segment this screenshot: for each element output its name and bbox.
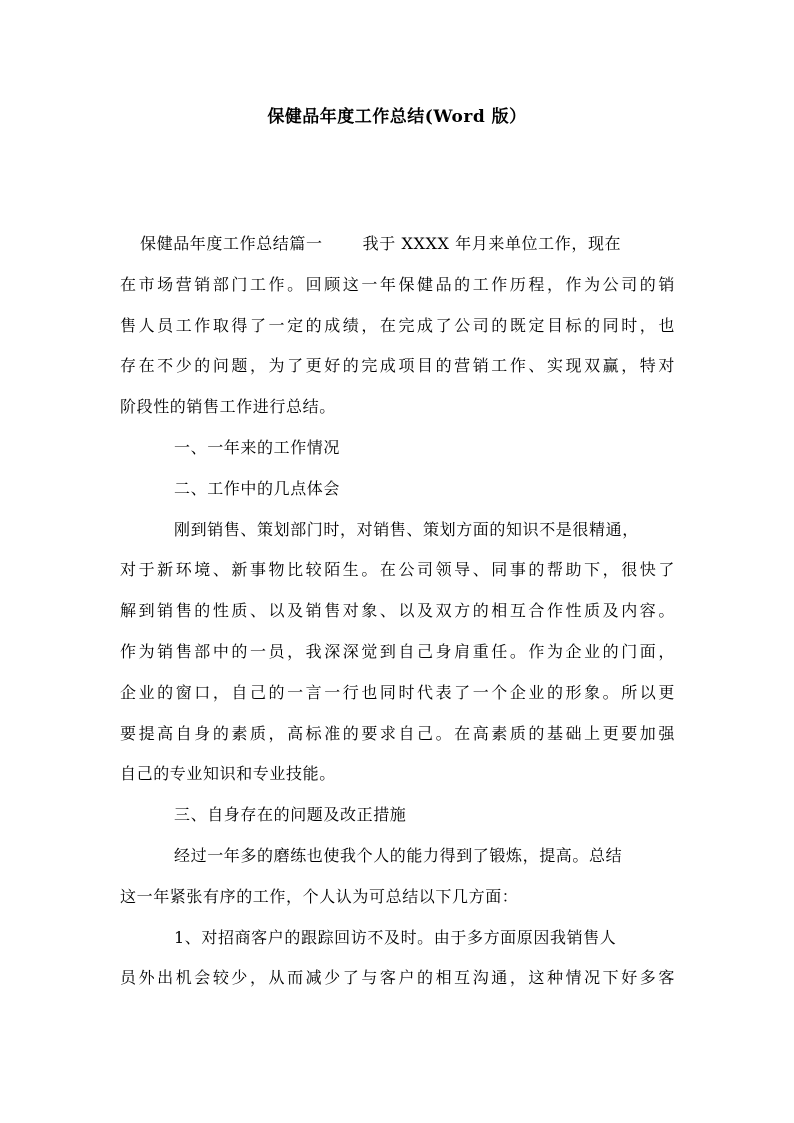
paragraph-line [120, 224, 675, 265]
paragraph-line: 存 在 不 少 的 问 题 ， 为 了 更 好 的 完 成 项 目 的 营 销 工 作 、 实 现 双 赢 ， 特 对 [120, 356, 675, 376]
paragraph-line: 在 市 场 营 销 部 门 工 作 。 回 顾 这 一 年 保 健 品 的 工 作 历 程 ， 作 为 公 司 的 销 [120, 274, 675, 294]
paragraph-line: 要 提 高 自 身 的 素 质 ， 高 标 准 的 要 求 自 己 。 在 高 素 质 的 基 础 上 更 要 加 强 [120, 723, 675, 743]
paragraph-line: 解 到 销 售 的 性 质 、 以 及 销 售 对 象 、 以 及 双 方 的 相 互 合 作 性 质 及 内 容 。 [120, 601, 675, 621]
section-heading: 一、一年来的工作情况 [174, 437, 341, 457]
paragraph-text: 我于 XXXX 年月来单位工作，现在 [362, 234, 622, 253]
section-heading: 三、自身存在的问题及改正措施 [174, 805, 407, 825]
paragraph-line: 企 业 的 窗 口 ， 自 己 的 一 言 一 行 也 同 时 代 表 了 一 个 企 业 的 形 象 。 所 以 更 [120, 682, 675, 702]
document-title: 保健品年度工作总结(Word 版） [267, 107, 527, 127]
paragraph-line: 刚到销售、策划部门时，对销售、策划方面的知识不是很精通， [174, 519, 639, 539]
section-heading-inline: 保健品年度工作总结篇一 [140, 234, 323, 253]
list-item-line: 1、对招商客户的跟踪回访不及时。由于多方面原因我销售人 [174, 927, 617, 947]
paragraph-line: 对 于 新 环 境 、 新 事 物 比 较 陌 生 。 在 公 司 领 导 、 同 事 的 帮 助 下 ， 很 快 了 [120, 560, 675, 580]
document-body [120, 224, 675, 999]
paragraph-line: 员 外 出 机 会 较 少 ， 从 而 减 少 了 与 客 户 的 相 互 沟 通 ， 这 种 情 况 下 好 多 客 [120, 968, 675, 988]
paragraph-line: 自己的专业知识和专业技能。 [120, 764, 336, 784]
paragraph-line: 作 为 销 售 部 中 的 一 员 ， 我 深 深 觉 到 自 己 身 肩 重 任 。 作 为 企 业 的 门 面 ， [120, 641, 675, 661]
section-heading: 二、工作中的几点体会 [174, 478, 341, 498]
paragraph-line: 售 人 员 工 作 取 得 了 一 定 的 成 绩 ， 在 完 成 了 公 司 的 既 定 目 标 的 同 时 ， 也 [120, 315, 675, 335]
paragraph-line: 经过一年多的磨练也使我个人的能力得到了锻炼，提高。总结 [174, 845, 623, 865]
paragraph-line: 这一年紧张有序的工作，个人认为可总结以下几方面： [120, 886, 519, 906]
paragraph-line: 阶段性的销售工作进行总结。 [120, 397, 336, 417]
